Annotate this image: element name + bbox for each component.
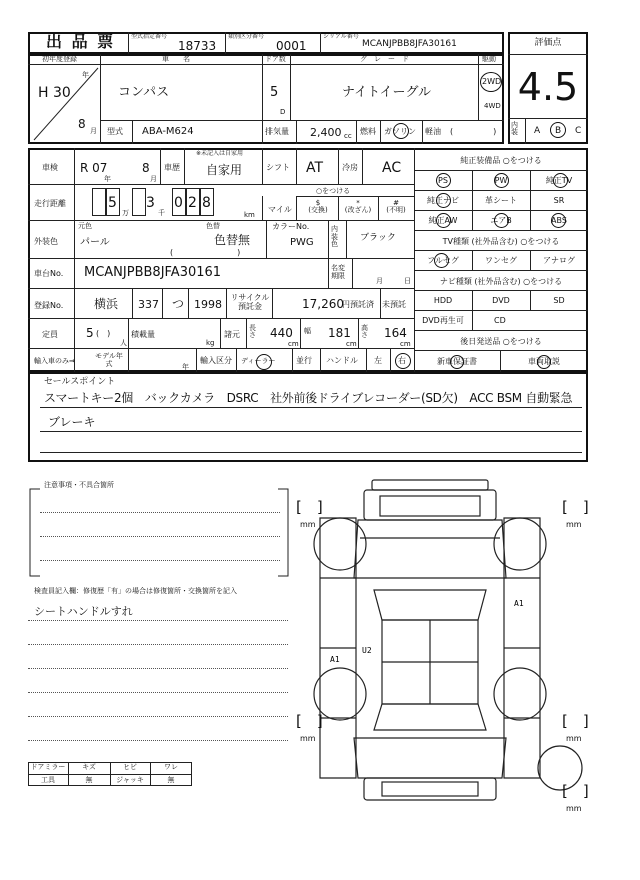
- color-code: PWG: [290, 237, 314, 248]
- reg-kana: つ: [172, 297, 185, 311]
- mileage-digit-5: 8: [202, 195, 211, 211]
- damage-mark-a1-right: A1: [514, 599, 524, 608]
- serial-number: MCANJPBB8JFA30161: [362, 39, 457, 49]
- later-manual: 車両取説: [528, 357, 560, 366]
- door-count: 5: [270, 85, 279, 100]
- later-warranty: 新車保証書: [437, 357, 477, 366]
- reg-number: 1998: [194, 298, 222, 311]
- form-title: 出 品 票: [46, 32, 116, 51]
- mileage-digit-2: 3: [146, 195, 155, 211]
- navi-dvd: DVD: [492, 296, 510, 305]
- ac-type: AC: [382, 160, 402, 176]
- reg-area: 横浜: [94, 297, 119, 311]
- mileage-digit-1: 5: [108, 195, 117, 211]
- equip-aw: 純正AW: [428, 216, 458, 225]
- first-reg-month: 8: [78, 117, 86, 131]
- tv-analog: アナログ: [543, 256, 575, 265]
- handle-right-circle: [395, 353, 411, 369]
- recycle-fee: 17,260: [302, 297, 344, 311]
- displacement: 2,400: [310, 126, 342, 139]
- equip-sr: SR: [553, 196, 565, 205]
- interior-color: ブラック: [360, 233, 396, 243]
- shift-type: AT: [306, 160, 324, 176]
- inspector-remark: シートハンドルすれ: [34, 605, 133, 618]
- equip-abs: ABS: [551, 216, 567, 225]
- grade: ナイトイーグル: [342, 85, 432, 100]
- damage-mark-a1-left: A1: [330, 655, 340, 664]
- height: 164: [384, 326, 407, 340]
- first-reg-year: H 30: [38, 85, 71, 101]
- navi-sd: SD: [553, 296, 565, 305]
- mileage-digit-4: 2: [188, 195, 197, 211]
- reg-class: 337: [138, 298, 159, 311]
- model-code: ABA-M624: [142, 126, 194, 137]
- mileage-digit-3: 0: [174, 195, 183, 211]
- car-name: コンパス: [118, 85, 170, 100]
- fuel-gasoline-circle: [393, 123, 409, 139]
- usage-history: 自家用: [206, 163, 243, 177]
- car-diagram: [300, 478, 600, 808]
- sales-line-2: ブレーキ: [48, 415, 96, 429]
- score-value: 4.5: [517, 65, 579, 109]
- vin-number: MCANJPBB8JFA30161: [84, 265, 222, 280]
- inspection-year: R 07: [80, 161, 108, 175]
- equip-airbag: エアB: [490, 216, 512, 225]
- color-change: 色替無: [214, 233, 251, 247]
- sales-line-1: スマートキー2個 バックカメラ DSRC 社外前後ドライブレコーダー(SD欠) ACC BSM 自動緊急: [44, 391, 573, 405]
- navi-hdd: HDD: [433, 296, 453, 305]
- length: 440: [270, 326, 293, 340]
- equip-tv: 純正TV: [545, 176, 573, 185]
- dealer-circle: [256, 354, 272, 370]
- form-number: 18733: [178, 39, 217, 53]
- inspection-month: 8: [142, 161, 150, 175]
- width: 181: [328, 326, 351, 340]
- drive-2wd-circle: [480, 72, 502, 92]
- interior-b-circle: [550, 122, 566, 138]
- equip-leather: 革シート: [485, 196, 517, 205]
- capacity: 5: [86, 326, 94, 340]
- tv-oneseg: ワンセグ: [485, 256, 517, 265]
- class-number: 0001: [276, 39, 307, 53]
- equip-navi: 純正ナビ: [427, 196, 459, 205]
- damage-mark-u2: U2: [362, 646, 372, 655]
- equip-ps: PS: [438, 176, 448, 185]
- tv-fullseg: フルセグ: [427, 256, 459, 265]
- equip-pw: PW: [494, 176, 508, 185]
- original-color: パール: [80, 237, 110, 248]
